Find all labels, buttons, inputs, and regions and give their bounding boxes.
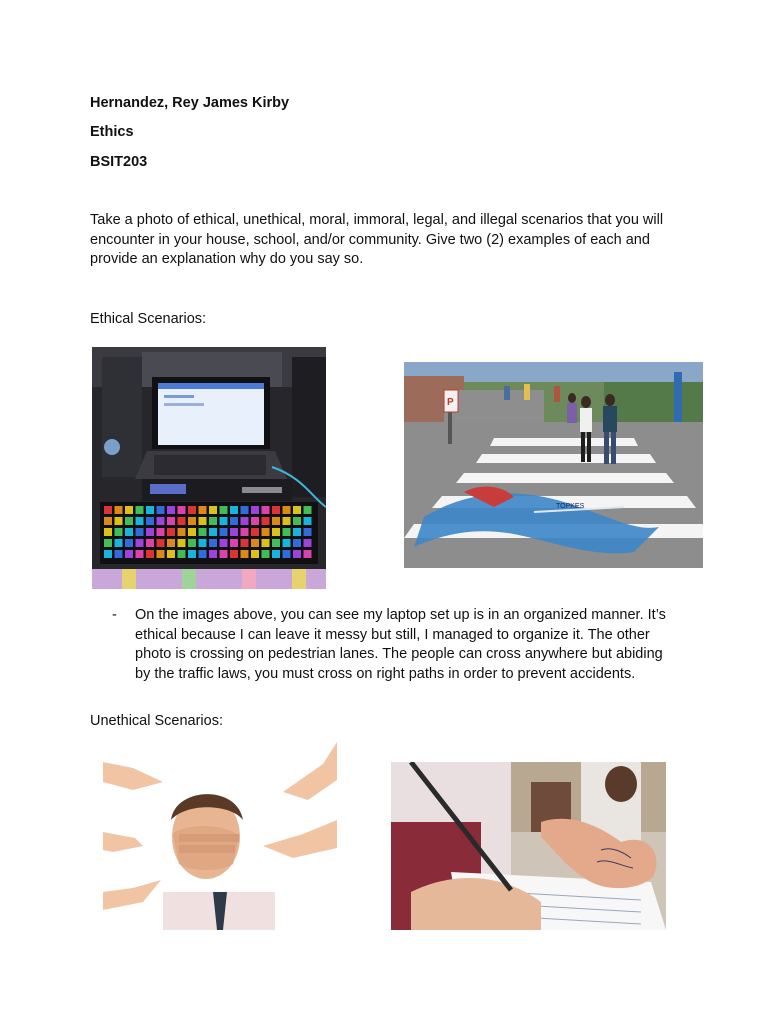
keyboard-key [304,539,312,547]
keyboard-key [136,550,144,558]
keyboard-key [104,517,112,525]
laptop-setup-photo [92,347,326,589]
keyboard-key [220,506,228,514]
keyboard-key [209,539,217,547]
keyboard-key [241,506,249,514]
keyboard-key [293,539,301,547]
keyboard-key [251,506,259,514]
ethical-scenarios-heading: Ethical Scenarios: [90,311,207,327]
unethical-scenarios-heading: Unethical Scenarios: [90,713,223,729]
keyboard-key [157,550,165,558]
keyboard-key [125,506,133,514]
keyboard-key [188,539,196,547]
keyboard-key [262,528,270,536]
instructions-paragraph: Take a photo of ethical, unethical, moral, immoral, legal, and illegal scenarios that you will encounter in your house, school, and/or community. Give two (2) examples of each and provide an explanation why do you say so. [90,212,664,267]
bullet-marker: - [112,607,117,623]
keyboard-key [304,528,312,536]
keyboard-key [283,539,291,547]
keyboard-key [272,550,280,558]
keyboard-key [209,506,217,514]
keyboard-key [304,517,312,525]
keyboard-key [188,550,196,558]
keyboard-key [115,550,123,558]
keyboard-key [188,506,196,514]
keyboard-key [115,506,123,514]
keyboard-key [136,528,144,536]
keyboard-key [136,517,144,525]
keyboard-key [146,517,154,525]
keyboard-key [209,517,217,525]
keyboard-key [230,550,238,558]
keyboard-key [178,528,186,536]
pedestrian-lane-photo [404,362,703,568]
keyboard-key [178,539,186,547]
keyboard-key [178,550,186,558]
keyboard-key [251,539,259,547]
keyboard-key [293,506,301,514]
keyboard-key [262,550,270,558]
keyboard-key [125,528,133,536]
section-code: BSIT203 [90,154,148,170]
keyboard-key [251,517,259,525]
keyboard-key [115,528,123,536]
keyboard-key [241,528,249,536]
keyboard-key [262,506,270,514]
keyboard-key [146,506,154,514]
keyboard-key [104,550,112,558]
keyboard-key [136,506,144,514]
keyboard-key [178,506,186,514]
keyboard-key [125,517,133,525]
exam-cheating-photo [391,762,666,930]
keyboard-key [157,517,165,525]
keyboard-key [167,528,175,536]
keyboard-key [178,517,186,525]
keyboard-key [283,506,291,514]
keyboard-key [262,517,270,525]
keyboard-key [251,550,259,558]
keyboard-key [199,517,207,525]
keyboard-key [283,517,291,525]
mural-text: TOPKES [556,503,585,510]
keyboard-key [220,517,228,525]
keyboard-key [188,528,196,536]
keyboard-key [283,550,291,558]
keyboard-key [272,506,280,514]
sign-text: P [447,397,454,408]
keyboard-key [272,517,280,525]
keyboard-key [230,539,238,547]
keyboard-key [104,528,112,536]
keyboard-key [157,539,165,547]
keyboard-key [157,528,165,536]
keyboard-key [136,539,144,547]
keyboard-key [293,528,301,536]
keyboard-key [104,506,112,514]
keyboard-key [146,539,154,547]
keyboard-key [125,539,133,547]
keyboard-key [146,528,154,536]
keyboard-key [157,506,165,514]
keyboard-key [199,528,207,536]
keyboard-key [293,550,301,558]
keyboard-key [220,528,228,536]
keyboard-key [230,506,238,514]
keyboard-key [115,517,123,525]
keyboard-key [230,517,238,525]
keyboard-key [104,539,112,547]
keyboard-key [220,550,228,558]
keyboard-key [241,550,249,558]
keyboard-key [167,539,175,547]
keyboard-key [115,539,123,547]
keyboard-key [262,539,270,547]
keyboard-key [199,506,207,514]
keyboard-key [146,550,154,558]
keyboard-key [283,528,291,536]
keyboard-key [209,550,217,558]
keyboard-key [272,528,280,536]
keyboard-key [209,528,217,536]
keyboard-key [125,550,133,558]
keyboard-key [304,550,312,558]
keyboard-key [272,539,280,547]
keyboard-key [230,528,238,536]
keyboard-key [167,517,175,525]
keyboard-key [251,528,259,536]
keyboard-key [241,539,249,547]
keyboard-key [220,539,228,547]
pointing-fingers-photo [103,742,337,930]
student-name: Hernandez, Rey James Kirby [90,95,290,111]
keyboard-key [167,506,175,514]
subject-title: Ethics [90,124,134,140]
keyboard-key [241,517,249,525]
keyboard-key [199,539,207,547]
keyboard-key [167,550,175,558]
keyboard-key [304,506,312,514]
keyboard-key [188,517,196,525]
ethical-explanation: On the images above, you can see my laptop set up is in an organized manner. It’s ethical because I can leave it messy but still, I managed to organize it. The other photo is crossing on pedestrian lanes. The people can cross anywhere but abiding by the traffic laws, you must cross on right paths in order to prevent accidents. [135,607,666,682]
keyboard-key [199,550,207,558]
keyboard-key [293,517,301,525]
